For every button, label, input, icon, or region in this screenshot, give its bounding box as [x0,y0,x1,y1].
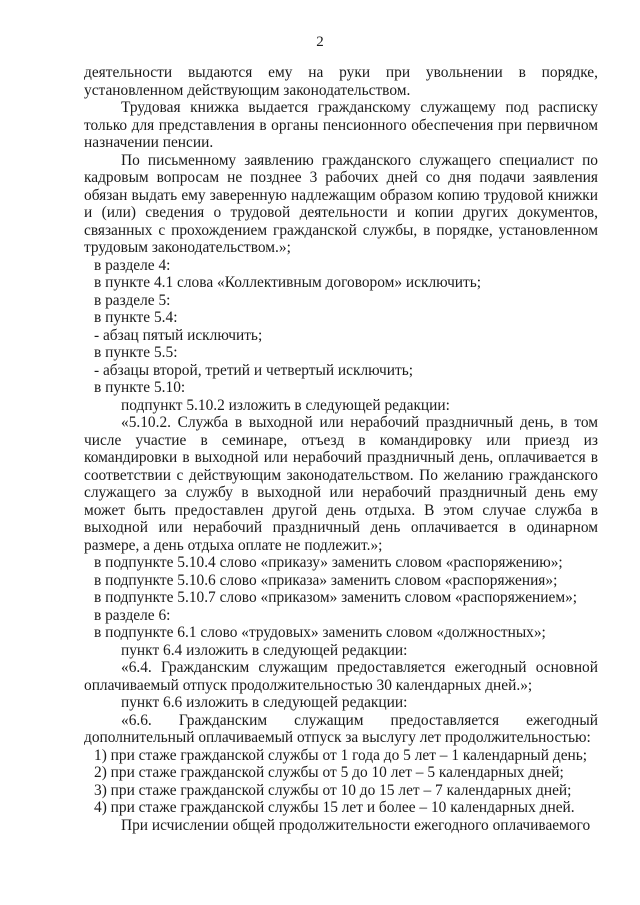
paragraph: «5.10.2. Служба в выходной или нерабочий праздничный день, в том числе участие в семинаре, отъезд в командировку или приезд из командировки в выходной или нерабочий праздничный день, оплачивается в соответствии с действующим законодательством. По желанию гражданского служащего за службу в выходной или нерабочий праздничный день ему может быть предоставлен другой день отдыха. В этом случае служба в выходной или нерабочий праздничный день оплачивается в одинарном размере, а день отдыха оплате не подлежит.»; [84,414,598,554]
paragraph: в пункте 4.1 слова «Коллективным договором» исключить; [94,274,482,291]
paragraph: - абзацы второй, третий и четвертый исключить; [94,361,414,379]
document-body [84,64,598,834]
paragraph: пункт 6.4 изложить в следующей редакции: [121,641,408,659]
list-item: 2) при стаже гражданской службы от 5 до 10 лет – 5 календарных дней; [94,764,564,781]
paragraph: в подпункте 5.10.4 слово «приказу» заменить словом «распоряжению»; [94,554,563,571]
paragraph: «6.4. Гражданским служащим предоставляется ежегодный основной оплачиваемый отпуск продолжительностью 30 календарных дней.»; [84,659,598,694]
paragraph: в подпункте 5.10.7 слово «приказом» заменить словом «распоряжением»; [94,589,578,606]
page-number: 2 [316,34,324,50]
paragraph: в пункте 5.5: [94,344,178,361]
paragraph: пункт 6.6 изложить в следующей редакции: [121,694,408,711]
paragraph: подпункт 5.10.2 изложить в следующей редакции: [121,396,450,414]
paragraph: в разделе 4: [94,256,171,274]
paragraph: в разделе 6: [94,606,171,624]
paragraph: в подпункте 5.10.6 слово «приказа» заменить словом «распоряжения»; [94,571,558,589]
paragraph: - абзац пятый исключить; [94,326,263,344]
paragraph: деятельности выдаются ему на руки при увольнении в порядке, установленном действующим законодательством. [84,64,598,99]
paragraph: в подпункте 6.1 слово «трудовых» заменить словом «должностных»; [94,624,546,641]
paragraph: «6.6. Гражданским служащим предоставляется ежегодный дополнительный оплачиваемый отпуск за выслугу лет продолжительностью: [84,711,598,746]
paragraph: в разделе 5: [94,291,171,309]
list-item: 4) при стаже гражданской службы 15 лет и более – 10 календарных дней. [94,799,575,816]
list-item: 1) при стаже гражданской службы от 1 года до 5 лет – 1 календарный день; [94,746,588,764]
paragraph: в пункте 5.10: [94,379,186,396]
list-item: 3) при стаже гражданской службы от 10 до 15 лет – 7 календарных дней; [94,781,572,799]
paragraph: в пункте 5.4: [94,309,178,326]
paragraph: При исчислении общей продолжительности ежегодного оплачиваемого [121,816,591,834]
paragraph: По письменному заявлению гражданского служащего специалист по кадровым вопросам не позднее 3 рабочих дней со дня подачи заявления обязан выдать ему заверенную надлежащим образом копию трудовой книжки и (или) сведения о трудовой деятельности и копии других документов, связанных с прохождением гражданской службы, в порядке, установленном трудовым законодательством.»; [84,151,598,256]
paragraph: Трудовая книжка выдается гражданскому служащему под расписку только для представления в органы пенсионного обеспечения при первичном назначении пенсии. [84,99,598,151]
